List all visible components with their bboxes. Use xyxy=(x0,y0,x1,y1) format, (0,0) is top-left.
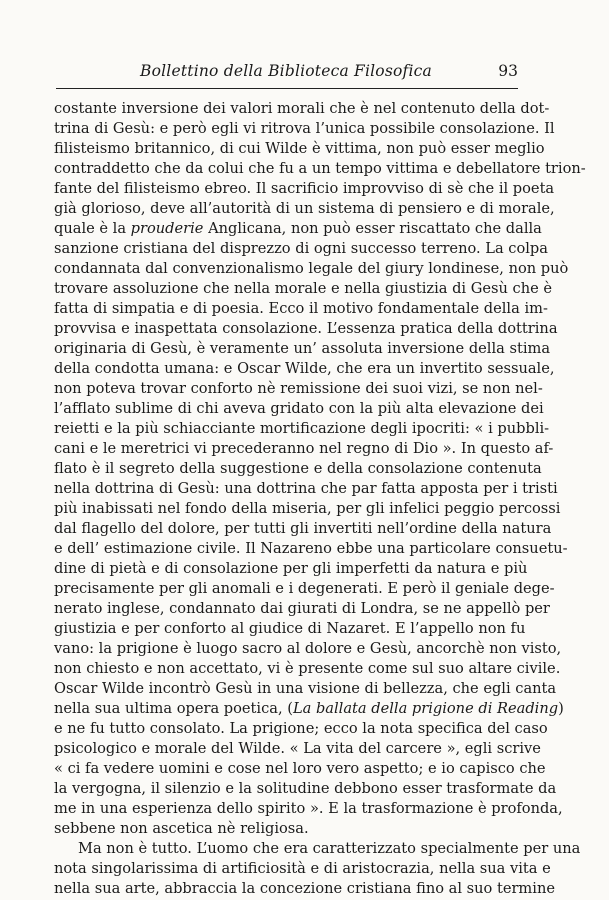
header-rule xyxy=(56,88,518,89)
text-line: trovare assoluzione che nella morale e nella giustizia di Gesù che è xyxy=(54,280,553,297)
text-line: vano: la prigione è luogo sacro al dolore e Gesù, ancorchè non visto, xyxy=(54,640,562,657)
text-line: più inabissati nel fondo della miseria, per gli infelici peggio percossi xyxy=(54,500,561,517)
text-line: contraddetto che da colui che fu a un tempo vittima e debellatore trion- xyxy=(54,160,586,177)
text-line: sebbene non ascetica nè religiosa. xyxy=(54,820,309,837)
text-line: cani e le meretrici vi precederanno nel regno di Dio ». In questo af- xyxy=(54,440,554,457)
text-line: fatta di simpatia e di poesia. Ecco il motivo fondamentale della im- xyxy=(54,300,548,317)
text-line: nota singolarissima di artificiosità e di aristocrazia, nella sua vita e xyxy=(54,860,551,877)
text-line: trina di Gesù: e però egli vi ritrova l’unica possibile consolazione. Il xyxy=(54,120,555,137)
text-line: Oscar Wilde incontrò Gesù in una visione di bellezza, che egli canta xyxy=(54,680,557,697)
text-line: sanzione cristiana del disprezzo di ogni successo terreno. La colpa xyxy=(54,240,548,257)
text-line: fante del filisteismo ebreo. Il sacrificio improvviso di sè che il poeta xyxy=(54,180,555,197)
text-line: « ci fa vedere uomini e cose nel loro vero aspetto; e io capisco che xyxy=(54,760,546,777)
text-line: non chiesto e non accettato, vi è presente come sul suo altare civile. xyxy=(54,660,561,677)
text-line: e dell’ estimazione civile. Il Nazareno ebbe una particolare consuetu- xyxy=(54,540,568,557)
text-line: nella sua ultima opera poetica, (La ballata della prigione di Reading) xyxy=(54,700,564,717)
text-line: nella sua arte, abbraccia la concezione cristiana fino al suo termine xyxy=(54,880,555,897)
text-line: quale è la prouderie Anglicana, non può esser riscattato che dalla xyxy=(54,220,542,237)
text-line: filisteismo britannico, di cui Wilde è vittima, non può esser meglio xyxy=(54,140,545,157)
paragraph xyxy=(54,839,581,899)
text-line: della condotta umana: e Oscar Wilde, che era un invertito sessuale, xyxy=(54,360,555,377)
text-line: condannata dal convenzionalismo legale del giury londinese, non può xyxy=(54,260,569,277)
text-line: flato è il segreto della suggestione e della consolazione contenuta xyxy=(54,460,542,477)
text-line: reietti e la più schiacciante mortificazione degli ipocriti: « i pubbli- xyxy=(54,420,550,437)
text-line: e ne fu tutto consolato. La prigione; ecco la nota specifica del caso xyxy=(54,720,548,737)
text-line: l’afflato sublime di chi aveva gridato con la più alta elevazione dei xyxy=(54,400,544,417)
text-line: già glorioso, deve all’autorità di un sistema di pensiero e di morale, xyxy=(54,200,555,217)
text-line: precisamente per gli anomali e i degenerati. E però il geniale dege- xyxy=(54,580,555,597)
running-header xyxy=(56,62,516,84)
text-line: me in una esperienza dello spirito ». E la trasformazione è profonda, xyxy=(54,800,563,817)
text-line: non poteva trovar conforto nè remissione dei suoi vizi, se non nel- xyxy=(54,380,543,397)
text-line: la vergogna, il silenzio e la solitudine debbono esser trasformate da xyxy=(54,780,557,797)
text-line: provvisa e inaspettata consolazione. L’essenza pratica della dottrina xyxy=(54,320,558,337)
text-line: dine di pietà e di consolazione per gli imperfetti da natura e più xyxy=(54,560,528,577)
text-line: dal flagello del dolore, per tutti gli invertiti nell’ordine della natura xyxy=(54,520,552,537)
journal-title: Bollettino della Biblioteca Filosofica xyxy=(140,62,432,80)
text-line: psicologico e morale del Wilde. « La vita del carcere », egli scrive xyxy=(54,740,541,757)
paragraph xyxy=(54,99,586,839)
text-line: nella dottrina di Gesù: una dottrina che par fatta apposta per i tristi xyxy=(54,480,558,497)
text-line: nerato inglese, condannato dai giurati di Londra, se ne appellò per xyxy=(54,600,550,617)
body-text xyxy=(54,99,586,899)
text-line: Ma non è tutto. L’uomo che era caratterizzato specialmente per una xyxy=(78,840,581,857)
text-line: costante inversione dei valori morali che è nel contenuto della dot- xyxy=(54,100,550,117)
text-line: originaria di Gesù, è veramente un’ assoluta inversione della stima xyxy=(54,340,551,357)
page-number: 93 xyxy=(498,62,518,80)
text-line: giustizia e per conforto al giudice di Nazaret. E l’appello non fu xyxy=(54,620,526,637)
